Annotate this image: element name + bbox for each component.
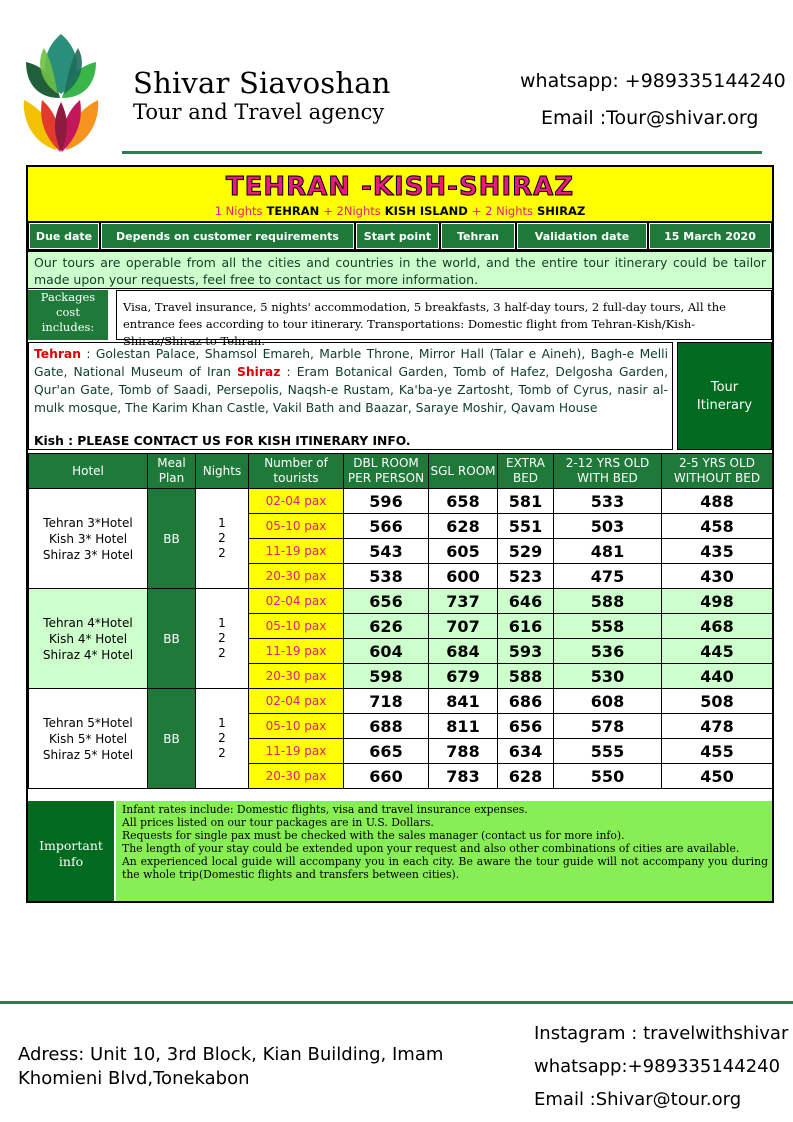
intro-box bbox=[28, 251, 772, 289]
header-email[interactable]: Email :Tour@shivar.org bbox=[541, 107, 759, 129]
price-dbl-cell: 604 bbox=[344, 639, 429, 664]
itinerary-shiraz-sites: : Eram Botanical Garden, Tomb of Hafez, Delgosha Garden, Qur'an Gate, Tomb of Saadi, Persepolis, Naqsh-e Rustam, Ka'ba-ye Zartosht, Tomb of Cyrus, nasir al-mulk mosque, The Karim Khan Castle, Vakil Bath and Baazar, Saraye Moshir, Qavam House bbox=[34, 365, 668, 415]
important-line: The length of your stay could be extended upon your request and also other combinations of cities are available. bbox=[122, 842, 740, 855]
price-extra-cell: 551 bbox=[498, 514, 554, 539]
header-hotel: Hotel bbox=[29, 454, 148, 489]
header-nights: Nights bbox=[196, 454, 249, 489]
price-child-nobed-cell: 450 bbox=[662, 764, 773, 789]
table-row bbox=[29, 589, 773, 614]
price-child-nobed-cell: 488 bbox=[662, 489, 773, 514]
nights-kish: + 2Nights bbox=[323, 204, 381, 218]
price-sgl-cell: 679 bbox=[429, 664, 498, 689]
header-divider bbox=[122, 151, 762, 154]
price-dbl-cell: 566 bbox=[344, 514, 429, 539]
price-extra-cell: 588 bbox=[498, 664, 554, 689]
nights-value: 2 bbox=[218, 646, 226, 660]
price-child-bed-cell: 503 bbox=[554, 514, 662, 539]
hotel-name: Shiraz 4* Hotel bbox=[42, 647, 134, 662]
header-whatsapp[interactable]: whatsapp: +989335144240 bbox=[520, 70, 786, 92]
price-child-bed-cell: 578 bbox=[554, 714, 662, 739]
table-row bbox=[29, 689, 773, 714]
price-sgl-cell: 707 bbox=[429, 614, 498, 639]
intro-text: Our tours are operable from all the cities and countries in the world, and the entire tour itinerary could be tailor made upon your requests, feel free to contact us for more information. bbox=[34, 255, 766, 287]
price-child-nobed-cell: 430 bbox=[662, 564, 773, 589]
pax-range-cell: 20-30 pax bbox=[249, 664, 344, 689]
meal-plan-cell: BB bbox=[148, 589, 196, 689]
price-child-bed-cell: 588 bbox=[554, 589, 662, 614]
price-extra-cell: 593 bbox=[498, 639, 554, 664]
validation-date-label: Validation date bbox=[517, 223, 647, 249]
price-dbl-cell: 660 bbox=[344, 764, 429, 789]
company-logo bbox=[22, 32, 100, 154]
nights-value: 2 bbox=[218, 546, 226, 560]
price-extra-cell: 656 bbox=[498, 714, 554, 739]
price-child-bed-cell: 608 bbox=[554, 689, 662, 714]
important-label-line2: info bbox=[58, 854, 84, 869]
header-extra: EXTRA BED bbox=[498, 454, 554, 489]
pax-range-cell: 11-19 pax bbox=[249, 739, 344, 764]
price-dbl-cell: 596 bbox=[344, 489, 429, 514]
nights-value: 2 bbox=[218, 746, 226, 760]
price-child-bed-cell: 533 bbox=[554, 489, 662, 514]
city-kish: KISH ISLAND bbox=[380, 204, 472, 218]
price-sgl-cell: 788 bbox=[429, 739, 498, 764]
price-child-bed-cell: 481 bbox=[554, 539, 662, 564]
hotel-name: Kish 3* Hotel bbox=[48, 531, 128, 546]
price-dbl-cell: 543 bbox=[344, 539, 429, 564]
price-child-bed-cell: 558 bbox=[554, 614, 662, 639]
price-child-bed-cell: 555 bbox=[554, 739, 662, 764]
footer-whatsapp[interactable]: whatsapp:+989335144240 bbox=[534, 1056, 781, 1077]
important-label-line1: Important bbox=[39, 838, 103, 853]
hotel-group-3 bbox=[29, 689, 773, 789]
tour-itinerary-label bbox=[677, 342, 772, 450]
price-child-nobed-cell: 468 bbox=[662, 614, 773, 639]
footer-address: Adress: Unit 10, 3rd Block, Kian Building, Imam Khomieni Blvd,Tonekabon bbox=[18, 1044, 444, 1089]
price-dbl-cell: 656 bbox=[344, 589, 429, 614]
pax-range-cell: 02-04 pax bbox=[249, 589, 344, 614]
price-child-nobed-cell: 498 bbox=[662, 589, 773, 614]
price-child-bed-cell: 536 bbox=[554, 639, 662, 664]
price-extra-cell: 581 bbox=[498, 489, 554, 514]
price-dbl-cell: 718 bbox=[344, 689, 429, 714]
tour-title: TEHRAN -KISH-SHIRAZ bbox=[225, 172, 575, 202]
footer-instagram[interactable]: Instagram : travelwithshivar bbox=[534, 1023, 789, 1044]
hotel-name: Tehran 4*Hotel bbox=[43, 615, 133, 630]
validation-date-value: 15 March 2020 bbox=[649, 223, 771, 249]
pax-range-cell: 20-30 pax bbox=[249, 564, 344, 589]
pax-range-cell: 05-10 pax bbox=[249, 514, 344, 539]
price-dbl-cell: 598 bbox=[344, 664, 429, 689]
nights-value: 2 bbox=[218, 531, 226, 545]
header-child-bed: 2-12 YRS OLD WITH BED bbox=[554, 454, 662, 489]
itinerary-shiraz-label: Shiraz bbox=[237, 365, 281, 379]
itinerary-tehran-label: Tehran bbox=[34, 347, 81, 361]
nights-value: 1 bbox=[218, 616, 226, 630]
itinerary-kish: Kish : PLEASE CONTACT US FOR KISH ITINERARY INFO. bbox=[34, 434, 411, 448]
price-dbl-cell: 688 bbox=[344, 714, 429, 739]
pax-range-cell: 05-10 pax bbox=[249, 614, 344, 639]
header-child-nobed: 2-5 YRS OLD WITHOUT BED bbox=[662, 454, 773, 489]
itinerary-text bbox=[34, 345, 668, 417]
nights-value: 1 bbox=[218, 516, 226, 530]
price-sgl-cell: 684 bbox=[429, 639, 498, 664]
hotel-name: Tehran 3*Hotel bbox=[43, 515, 133, 530]
hotel-cell bbox=[29, 489, 148, 589]
table-header-row bbox=[29, 454, 773, 489]
price-child-nobed-cell: 455 bbox=[662, 739, 773, 764]
nights-value: 1 bbox=[218, 716, 226, 730]
price-extra-cell: 616 bbox=[498, 614, 554, 639]
tour-label-line2: Itinerary bbox=[696, 398, 753, 413]
price-sgl-cell: 600 bbox=[429, 564, 498, 589]
city-shiraz: SHIRAZ bbox=[533, 204, 586, 218]
hotel-name: Shiraz 3* Hotel bbox=[42, 547, 134, 562]
start-point-label: Start point bbox=[356, 223, 439, 249]
nights-shiraz: + 2 Nights bbox=[471, 204, 533, 218]
meal-plan-cell: BB bbox=[148, 489, 196, 589]
important-line: An experienced local guide will accompany you in each city. Be aware the tour guide will not accompany you during the whole trip(Domestic flights and transfers between cities). bbox=[122, 855, 768, 881]
pax-range-cell: 20-30 pax bbox=[249, 764, 344, 789]
city-tehran: TEHRAN bbox=[262, 204, 324, 218]
header-tourists: Number of tourists bbox=[249, 454, 344, 489]
price-extra-cell: 646 bbox=[498, 589, 554, 614]
hotel-name: Tehran 5*Hotel bbox=[43, 715, 133, 730]
important-text bbox=[122, 803, 768, 881]
hotel-group-2 bbox=[29, 589, 773, 689]
nights-cell bbox=[196, 489, 249, 589]
price-child-bed-cell: 530 bbox=[554, 664, 662, 689]
start-point-value: Tehran bbox=[441, 223, 515, 249]
nights-cell bbox=[196, 589, 249, 689]
pax-range-cell: 02-04 pax bbox=[249, 489, 344, 514]
tour-label-line1: Tour bbox=[710, 380, 739, 395]
hotel-group-1 bbox=[29, 489, 773, 589]
important-label bbox=[28, 801, 114, 901]
price-sgl-cell: 737 bbox=[429, 589, 498, 614]
price-child-nobed-cell: 458 bbox=[662, 514, 773, 539]
hotel-name: Kish 5* Hotel bbox=[48, 731, 128, 746]
important-line: All prices listed on our tour packages are in U.S. Dollars. bbox=[122, 816, 434, 829]
important-line: Requests for single pax must be checked with the sales manager (contact us for more info). bbox=[122, 829, 625, 842]
itinerary-tehran-sites: : Golestan Palace, Shamsol Emareh, Marble Throne, Mirror Hall (Talar e Aineh), Bagh-e Melli Gate, National Museum of Iran bbox=[34, 347, 668, 379]
price-sgl-cell: 841 bbox=[429, 689, 498, 714]
brand-name: Shivar Siavoshan bbox=[133, 66, 391, 100]
meal-plan-cell: BB bbox=[148, 689, 196, 789]
title-bar bbox=[28, 167, 772, 222]
hotel-name: Kish 4* Hotel bbox=[48, 631, 128, 646]
due-date-value: Depends on customer requirements bbox=[101, 223, 354, 249]
price-extra-cell: 628 bbox=[498, 764, 554, 789]
nights-value: 2 bbox=[218, 731, 226, 745]
price-sgl-cell: 628 bbox=[429, 514, 498, 539]
price-sgl-cell: 783 bbox=[429, 764, 498, 789]
price-child-bed-cell: 475 bbox=[554, 564, 662, 589]
table-row bbox=[29, 489, 773, 514]
price-sgl-cell: 658 bbox=[429, 489, 498, 514]
price-sgl-cell: 605 bbox=[429, 539, 498, 564]
footer-divider bbox=[0, 1001, 793, 1004]
price-extra-cell: 529 bbox=[498, 539, 554, 564]
important-line: Infant rates include: Domestic flights, visa and travel insurance expenses. bbox=[122, 803, 528, 816]
hotel-cell bbox=[29, 689, 148, 789]
price-dbl-cell: 626 bbox=[344, 614, 429, 639]
packages-text: Visa, Travel insurance, 5 nights' accommodation, 5 breakfasts, 3 half-day tours, 2 full-day tours, All the entrance fees according to tour itinerary. Transportations: Domestic flight from Tehran-Kish/Kish-Shiraz/Shiraz to Tehran. bbox=[123, 300, 726, 348]
header-sgl: SGL ROOM bbox=[429, 454, 498, 489]
price-dbl-cell: 665 bbox=[344, 739, 429, 764]
price-extra-cell: 634 bbox=[498, 739, 554, 764]
nights-cell bbox=[196, 689, 249, 789]
price-child-nobed-cell: 440 bbox=[662, 664, 773, 689]
price-extra-cell: 686 bbox=[498, 689, 554, 714]
important-box bbox=[116, 801, 772, 901]
due-date-label: Due date bbox=[29, 223, 99, 249]
packages-box bbox=[116, 290, 772, 348]
hotel-name: Shiraz 5* Hotel bbox=[42, 747, 134, 762]
packages-label: Packages cost includes: bbox=[28, 290, 108, 340]
pax-range-cell: 11-19 pax bbox=[249, 539, 344, 564]
price-child-nobed-cell: 508 bbox=[662, 689, 773, 714]
price-extra-cell: 523 bbox=[498, 564, 554, 589]
price-child-nobed-cell: 445 bbox=[662, 639, 773, 664]
pax-range-cell: 05-10 pax bbox=[249, 714, 344, 739]
price-sgl-cell: 811 bbox=[429, 714, 498, 739]
pax-range-cell: 02-04 pax bbox=[249, 689, 344, 714]
tour-subtitle bbox=[28, 204, 772, 218]
itinerary-box bbox=[28, 342, 673, 450]
price-table bbox=[28, 453, 773, 789]
price-child-bed-cell: 550 bbox=[554, 764, 662, 789]
brand-subtitle: Tour and Travel agency bbox=[133, 100, 385, 124]
header-meal: Meal Plan bbox=[148, 454, 196, 489]
header-dbl: DBL ROOM PER PERSON bbox=[344, 454, 429, 489]
hotel-cell bbox=[29, 589, 148, 689]
price-child-nobed-cell: 478 bbox=[662, 714, 773, 739]
price-child-nobed-cell: 435 bbox=[662, 539, 773, 564]
pax-range-cell: 11-19 pax bbox=[249, 639, 344, 664]
footer-email[interactable]: Email :Shivar@tour.org bbox=[534, 1089, 742, 1110]
nights-value: 2 bbox=[218, 631, 226, 645]
price-dbl-cell: 538 bbox=[344, 564, 429, 589]
nights-tehran: 1 Nights bbox=[214, 204, 263, 218]
